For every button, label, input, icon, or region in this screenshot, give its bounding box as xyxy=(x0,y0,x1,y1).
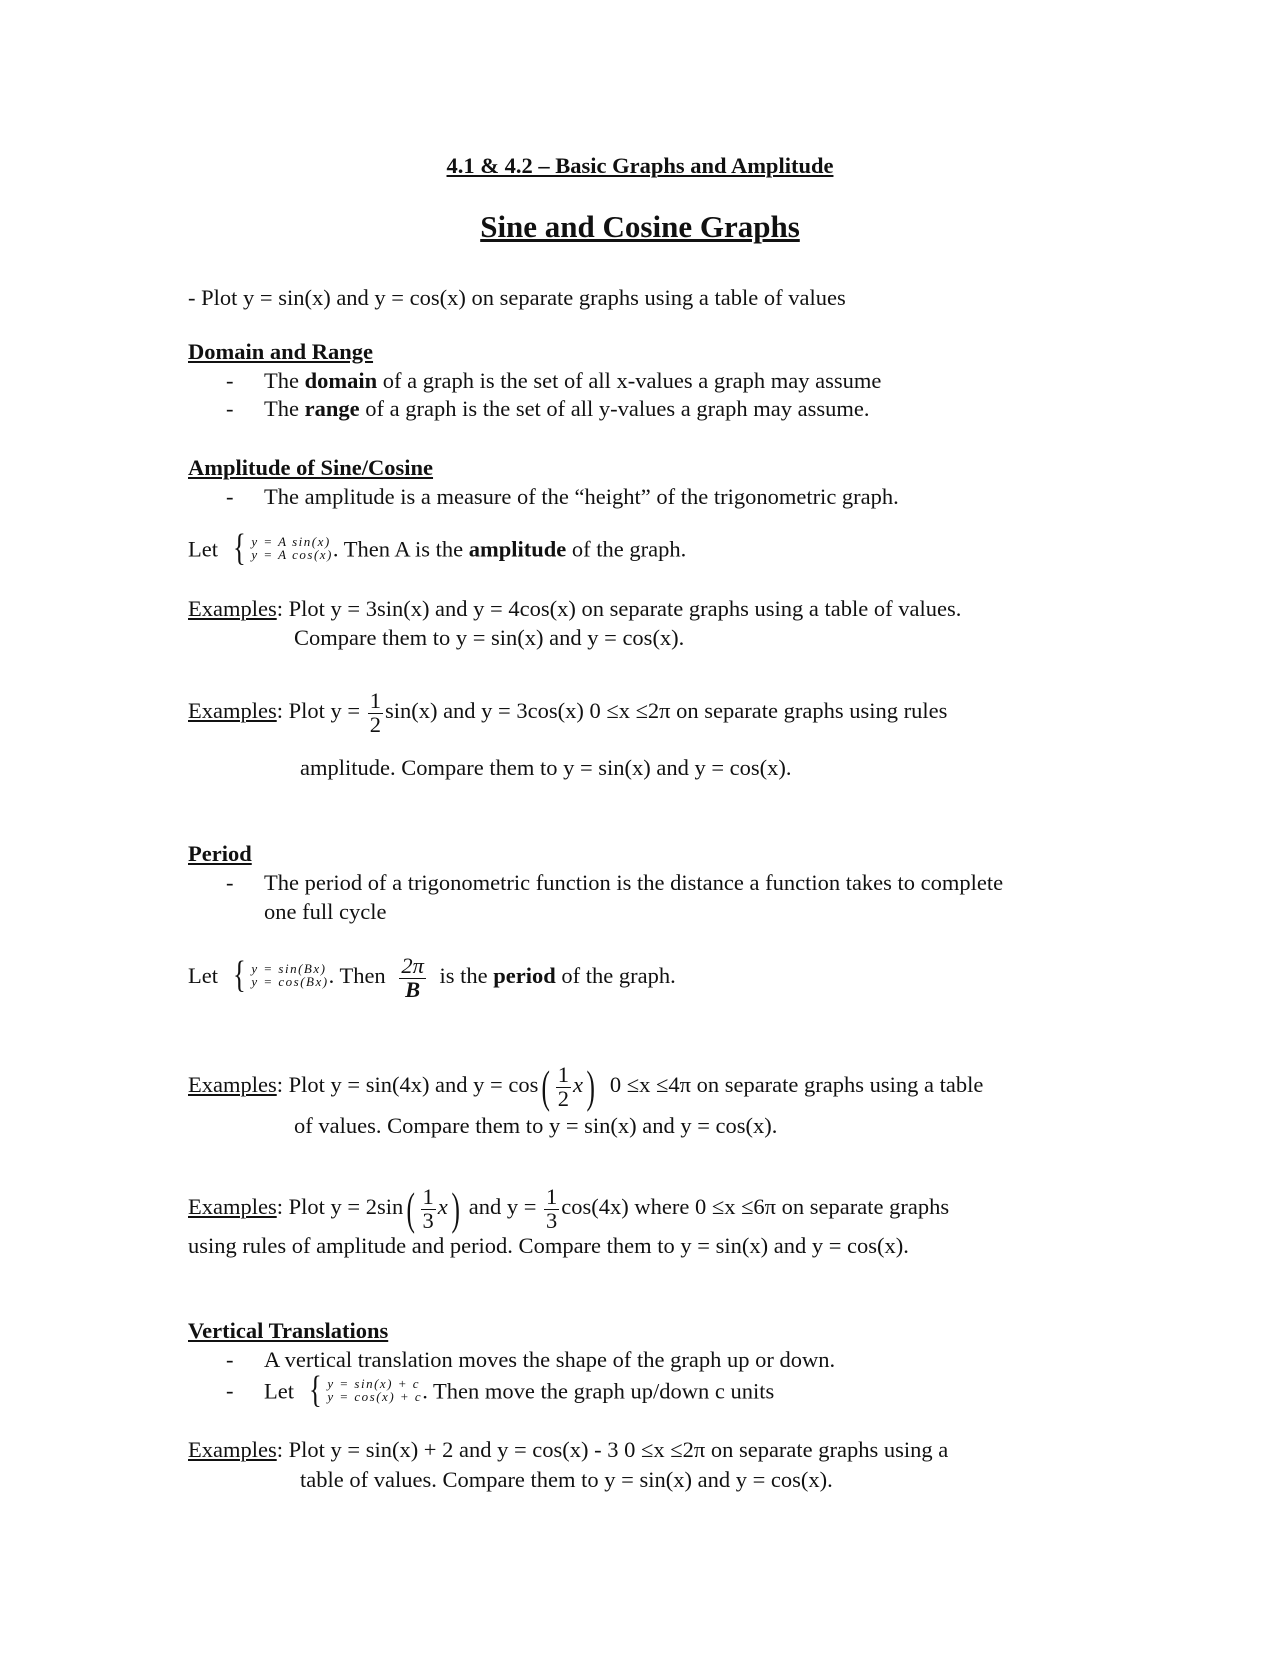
bullet-dash: - xyxy=(226,484,234,509)
amplitude-definition: Let { y = A sin(x) y = A cos(x) . Then A is the amplitude of the graph. xyxy=(188,527,687,569)
examples-label: Examples xyxy=(188,596,277,621)
fraction-one-half: $\frac{1}{2}$ xyxy=(557,1062,569,1111)
period-example-2-cont: using rules of amplitude and period. Compare them to y = sin(x) and y = cos(x). xyxy=(188,1233,909,1258)
period-bullet-cont: one full cycle xyxy=(264,899,387,924)
fraction-one-half: $\frac{1}{2}$ xyxy=(369,688,381,737)
vertical-example-cont: table of values. Compare them to y = sin(x) and y = cos(x). xyxy=(300,1467,833,1492)
range-term: range xyxy=(304,396,360,421)
period-term: period xyxy=(493,963,556,989)
amplitude-example-1-cont: Compare them to y = sin(x) and y = cos(x). xyxy=(294,625,685,650)
document-page: 4.1 & 4.2 – Basic Graphs and Amplitude Sine and Cosine Graphs - Plot y = sin(x) and y = cos(x) on separate graphs using a table of values Domain and Range - The domain of a graph is the set of all x-values a graph may assume - The range of a graph is the set of all y-values a graph may assume. Amplitude of Sine/Cosine - The amplitude is a measure of the “height” of the trigonometric graph. Let { y = A sin(x) y = A cos(x) . Then A is the amplitude of the graph. Examples: Plot y = 3sin(x) and y = 4cos(x) on separate graphs using a table of values. Compare them to y = sin(x) and y = cos(x). Examples: Plot y = $\frac{1}{2}$ sin(x) and y = 3cos(x) 0 ≤x ≤2π on separate graphs using rules amplitude. Compare them to y = sin(x) and y = cos(x). Period - The period of a trigonometric function is the distance a function takes to complete one full cycle Let { y = sin(Bx) y = cos(Bx) . Then $\frac{2\pi}{B}$ is the period of the graph. Examples: Plot y = sin(4x) and y = cos( $\frac{1}{2}$ x) 0 ≤x ≤4π on separate graphs using a table of values. Compare them to y = sin(x) and y = cos(x). Examples: Plot y = 2sin( $\frac{1}{3}$ x) and y = $\frac{1}{3}$ cos(4x) where 0 ≤x ≤6π on separate graphs using rules of amplitude and period. Compare them to y = sin(x) and y = cos(x). Vertical Translations - A vertical translation moves the shape of the graph up or down. - Let { y = sin(x) + c y = cos(x) + c . Then move the graph up/down c units Examples: Plot y = sin(x) + 2 and y = cos(x) - 3 0 ≤x ≤2π on separate graphs using a table of values. Compare them to y = sin(x) and y = cos(x). xyxy=(0,0,1280,1656)
examples-label: Examples xyxy=(188,1072,277,1098)
period-example-1-cont: of values. Compare them to y = sin(x) and y = cos(x). xyxy=(294,1113,778,1138)
period-heading: Period xyxy=(188,841,252,866)
examples-label: Examples xyxy=(188,1437,277,1462)
period-example-2: Examples: Plot y = 2sin( $\frac{1}{3}$ x) and y = $\frac{1}{3}$ cos(4x) where 0 ≤x ≤6π on separate graphs xyxy=(188,1183,950,1235)
amplitude-example-2-cont: amplitude. Compare them to y = sin(x) and y = cos(x). xyxy=(300,755,792,780)
amplitude-example-1: Examples: Plot y = 3sin(x) and y = 4cos(x) on separate graphs using a table of values. xyxy=(188,596,962,621)
period-equation-system: { y = sin(Bx) y = cos(Bx) xyxy=(232,953,329,996)
fraction-one-third: $\frac{1}{3}$ xyxy=(422,1184,434,1233)
amplitude-equation-system: { y = A sin(x) y = A cos(x) xyxy=(232,527,333,569)
bullet-dash: - xyxy=(226,1378,234,1403)
bullet-dash: - xyxy=(226,396,234,421)
vertical-equation-system: { y = sin(x) + c y = cos(x) + c xyxy=(308,1369,423,1411)
fraction-one-third: $\frac{1}{3}$ xyxy=(546,1184,558,1233)
domain-range-heading: Domain and Range xyxy=(188,339,374,364)
bullet-dash: - xyxy=(226,1347,234,1372)
period-example-1: Examples: Plot y = sin(4x) and y = cos( $\frac{1}{2}$ x) 0 ≤x ≤4π on separate graphs using a table xyxy=(188,1061,984,1113)
amplitude-heading: Amplitude of Sine/Cosine xyxy=(188,455,434,480)
page-title: Sine and Cosine Graphs xyxy=(480,209,800,244)
section-title: 4.1 & 4.2 – Basic Graphs and Amplitude xyxy=(446,153,834,178)
period-definition: Let { y = sin(Bx) y = cos(Bx) . Then $\frac{2\pi}{B}$ is the period of the graph. xyxy=(188,953,676,1002)
domain-term: domain xyxy=(304,368,378,393)
bullet-dash: - xyxy=(226,870,234,895)
fraction-two-pi-over-b: $\frac{2\pi}{B}$ xyxy=(401,953,424,1002)
examples-label: Examples xyxy=(188,698,277,724)
vertical-example: Examples: Plot y = sin(x) + 2 and y = cos(x) - 3 0 ≤x ≤2π on separate graphs using a xyxy=(188,1437,949,1462)
bullet-dash: - xyxy=(226,368,234,393)
amplitude-example-2: Examples: Plot y = $\frac{1}{2}$ sin(x) and y = 3cos(x) 0 ≤x ≤2π on separate graphs using rules xyxy=(188,688,948,737)
vertical-heading: Vertical Translations xyxy=(188,1318,389,1343)
examples-label: Examples xyxy=(188,1194,277,1220)
amplitude-term: amplitude xyxy=(468,536,567,562)
intro-text: - Plot y = sin(x) and y = cos(x) on separate graphs using a table of values xyxy=(188,285,846,310)
